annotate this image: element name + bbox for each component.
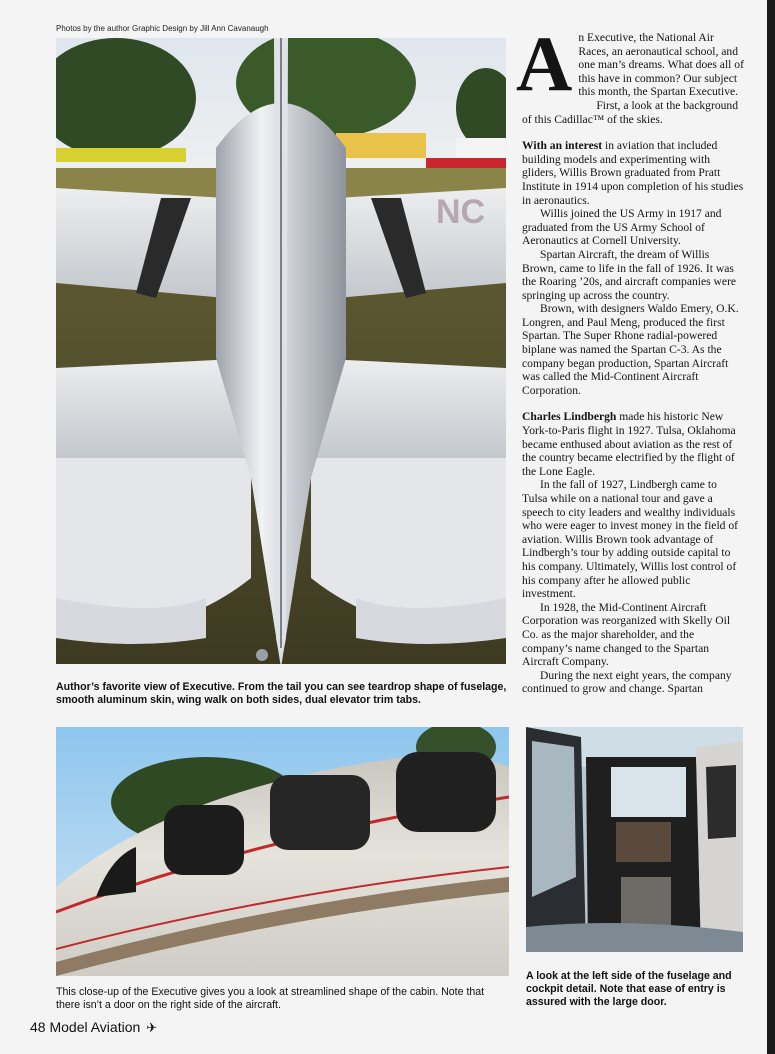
tail-registration: NC xyxy=(436,193,486,231)
caption-cockpit: A look at the left side of the fuselage and cockpit detail. Note that ease of entry is assured with the large door. xyxy=(526,970,732,1008)
paragraph-lindbergh-4: During the next eight years, the company continued to grow and change. Spartan xyxy=(522,668,732,696)
paragraph-lindbergh-2: In the fall of 1927, Lindbergh came to Tulsa while on a national tour and gave a speech to city leaders and wealthy individuals who were eager to invest money in the field of aviation. Willis Brown took advantage of Lindbergh’s tour by adding outside capital to his company. Ultimately, Willis lost control of his company after he allowed public investment. xyxy=(522,478,739,601)
article-column xyxy=(516,20,744,696)
intro-text: n Executive, the National Air Races, an aeronautical school, and one man’s dreams. What does all of this have in common? Our subject this month, the Spartan Executive. xyxy=(578,31,744,99)
photo-cabin-closeup xyxy=(56,727,509,976)
paragraph-lindbergh-1: made his historic New York-to-Paris flight in 1927. Tulsa, Oklahoma became enthused about aviation as the rest of the country became electrified by the flight of the Lone Eagle. xyxy=(522,410,736,478)
caption-tail: Author’s favorite view of Executive. From the tail you can see teardrop shape of fuselage, smooth aluminum skin, wing walk on both sides, dual elevator trim tabs. xyxy=(56,681,507,706)
magazine-name: Model Aviation xyxy=(49,1019,141,1035)
paragraph-willis-3: Spartan Aircraft, the dream of Willis Brown, came to life in the fall of 1926. It was the Roaring ’20s, and aircraft companies were springing up across the country. xyxy=(522,247,737,302)
page-number: 48 xyxy=(30,1019,46,1035)
drop-cap: A xyxy=(516,20,573,107)
paragraph-willis-4: Brown, with designers Waldo Emery, O.K. Longren, and Paul Meng, produced the first Spartan. The Super Rhone radial-powered biplane was named the Spartan C-3. As the company began production, Spartan Aircraft was called the Mid-Continent Aircraft Corporation. xyxy=(522,302,739,397)
photo-credit: Photos by the author Graphic Design by Jill Ann Cavanaugh xyxy=(56,24,269,33)
caption-cabin: This close-up of the Executive gives you a look at streamlined shape of the cabin. Note that there isn’t a door on the right side of the aircraft. xyxy=(56,986,485,1011)
intro-paragraph-2: First, a look at the background of this Cadillac™ of the skies. xyxy=(522,98,739,126)
photo-tail-view xyxy=(56,38,506,664)
paragraph-willis-2: Willis joined the US Army in 1917 and graduated from the US Army School of Aeronautics at Cornell University. xyxy=(522,207,722,248)
paragraph-willis-1: in aviation that included building models and experimenting with gliders, Willis Brown graduated from Pratt Institute in 1914 upon completion of his studies in aeronautics. xyxy=(522,139,744,207)
photo-cockpit-detail xyxy=(526,727,743,952)
section-lead-lindbergh: Charles Lindbergh xyxy=(522,410,617,424)
page-footer xyxy=(30,1019,157,1036)
section-lead-interest: With an interest xyxy=(522,139,603,153)
paragraph-lindbergh-3: In 1928, the Mid-Continent Aircraft Corporation was reorganized with Skelly Oil Co. as the major shareholder, and the company’s name changed to the Spartan Aircraft Company. xyxy=(522,600,731,669)
airplane-icon: ✈ xyxy=(146,1020,158,1035)
page-edge xyxy=(767,0,775,1054)
